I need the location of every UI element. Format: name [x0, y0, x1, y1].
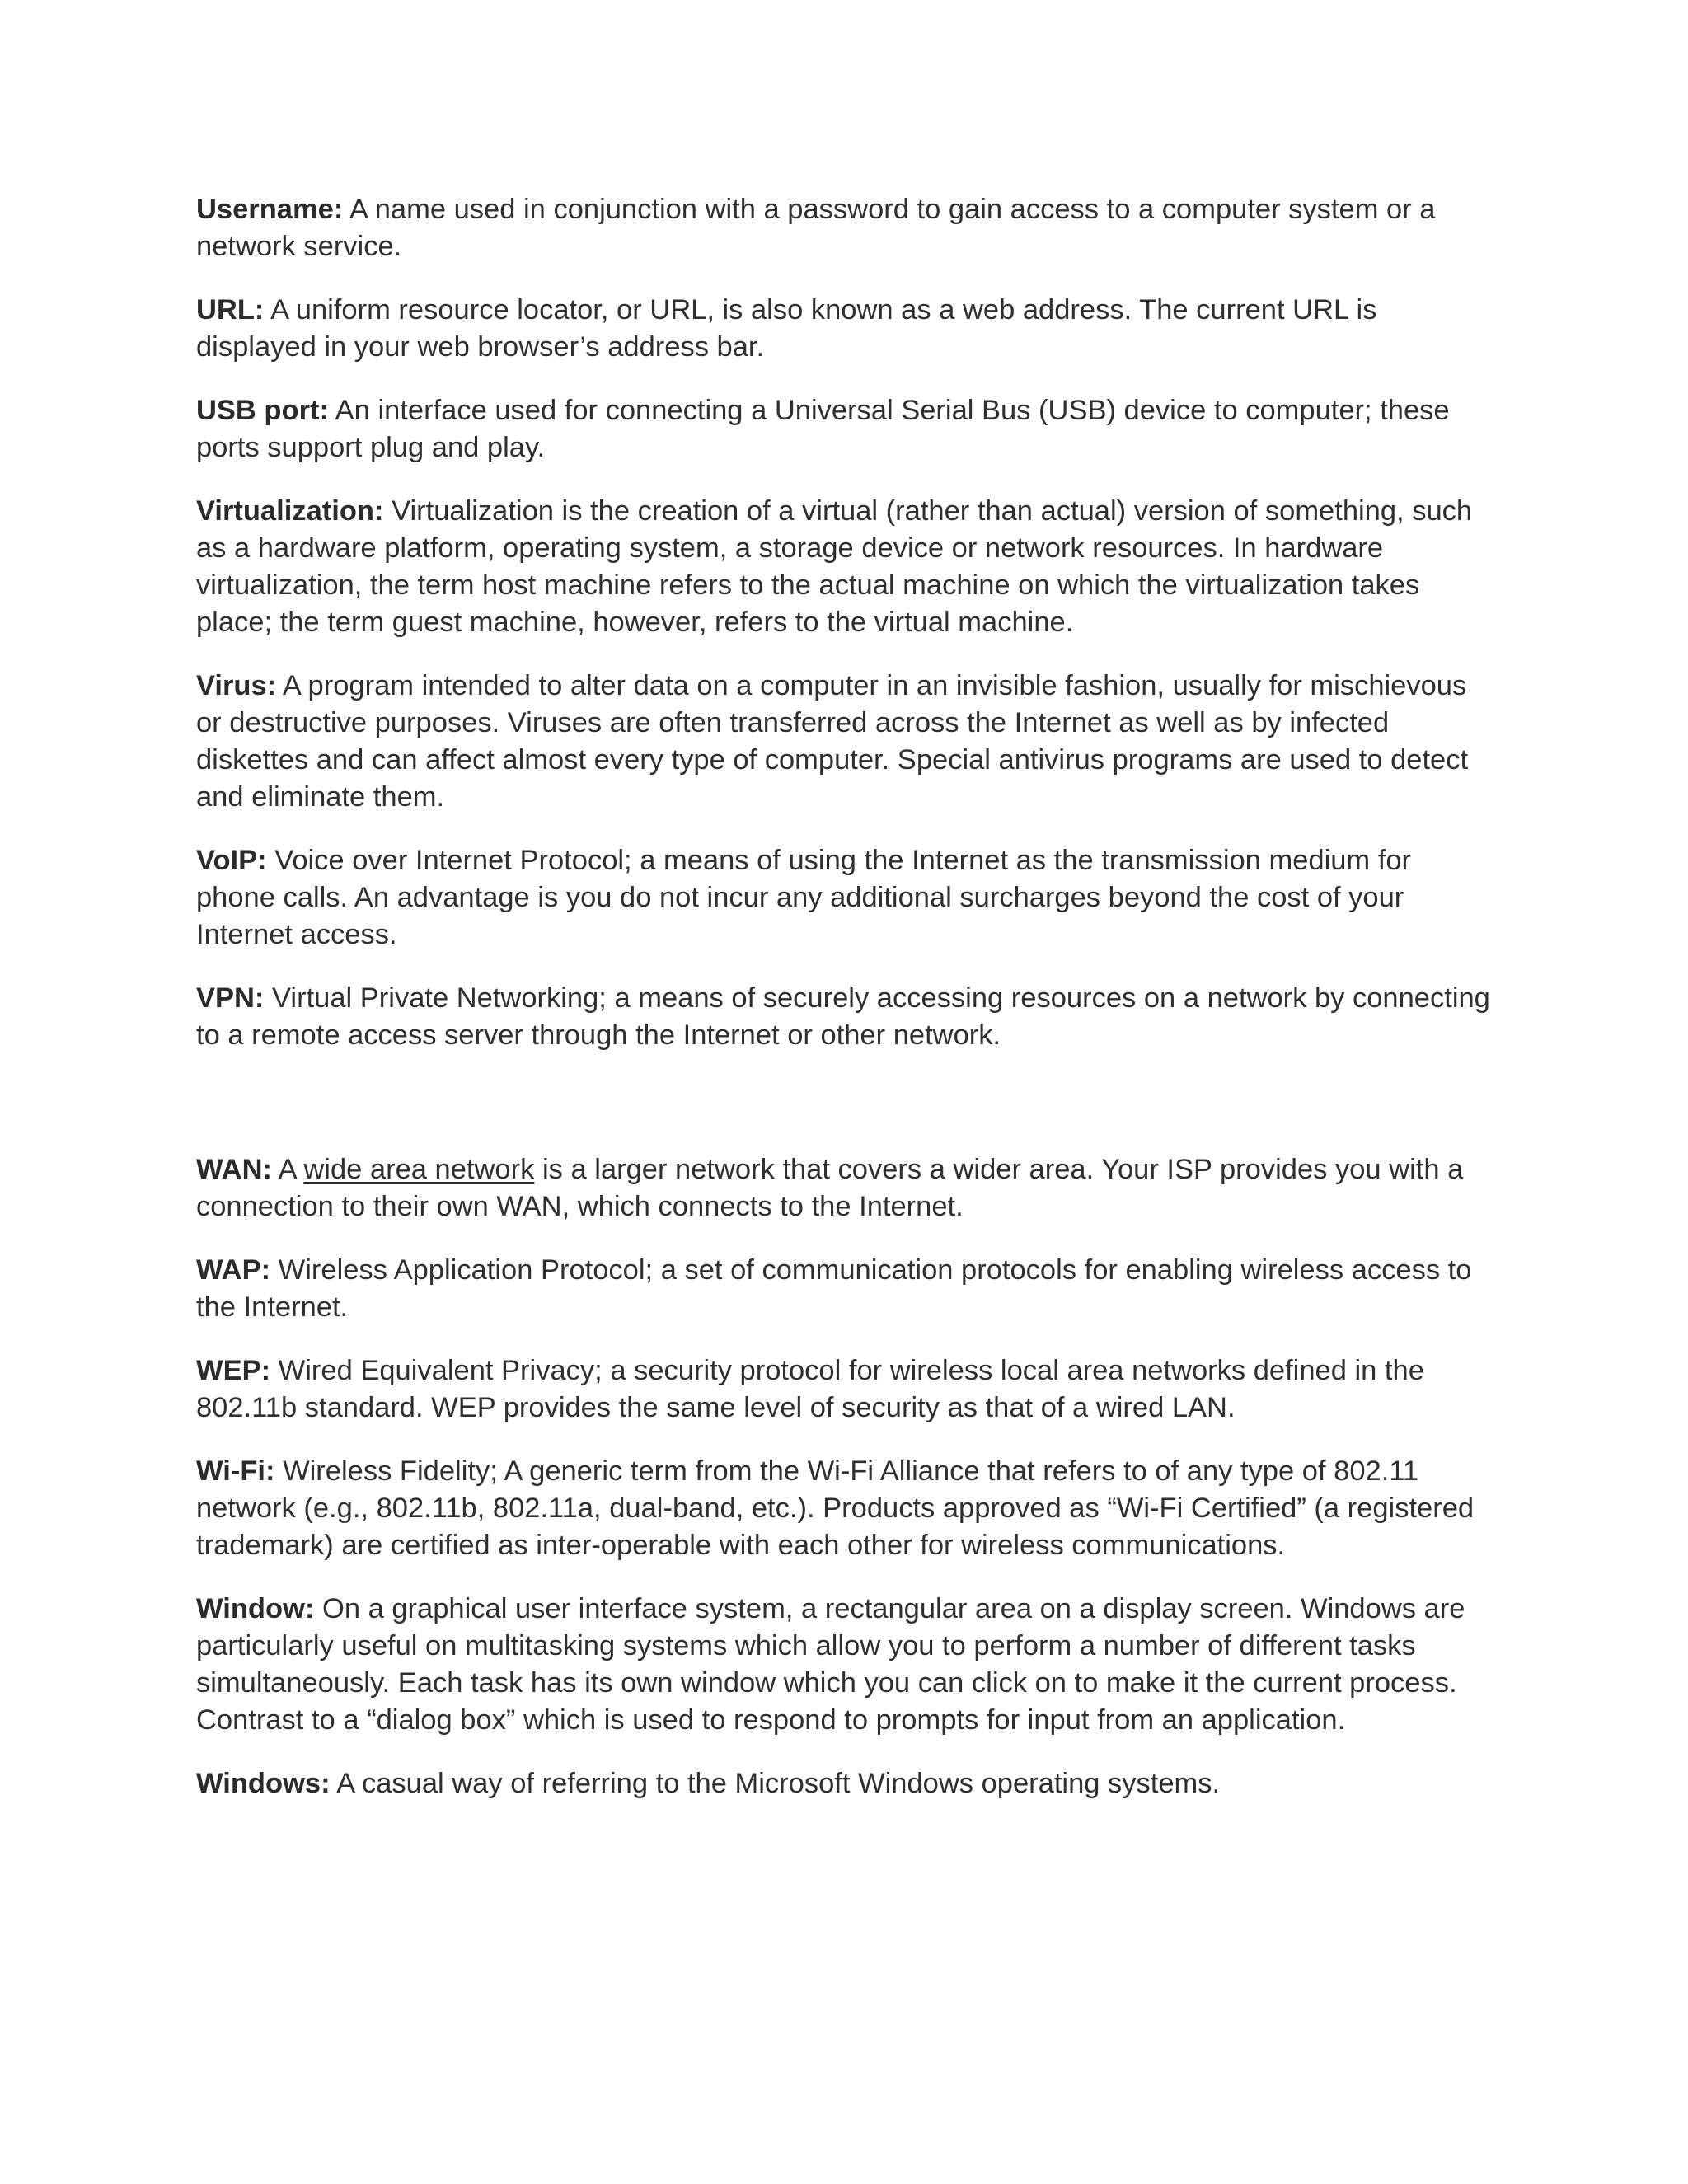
- glossary-term: Windows:: [196, 1768, 331, 1799]
- glossary-definition: Wired Equivalent Privacy; a security protocol for wireless local area networks defined in the 802.11b standard. WEP provides the same level of security as that of a wired LAN.: [196, 1355, 1424, 1423]
- glossary-entry-wep: [196, 1352, 1494, 1427]
- glossary-term: USB port:: [196, 395, 329, 426]
- glossary-definition: A program intended to alter data on a computer in an invisible fashion, usually for mischievous or destructive purposes. Viruses are often transferred across the Internet as well as by infected diskettes and can affect almost every type of computer. Special antivirus programs are used to detect and eliminate them.: [196, 670, 1469, 813]
- glossary-entry-wi-fi: [196, 1453, 1494, 1564]
- glossary-entry-windows: [196, 1765, 1494, 1802]
- glossary-entry-virus: [196, 668, 1494, 816]
- glossary-definition: A name used in conjunction with a password to gain access to a computer system or a network service.: [196, 194, 1436, 262]
- glossary-definition-prefix: A: [278, 1154, 296, 1185]
- glossary-entry-wap: [196, 1252, 1494, 1326]
- glossary-definition: Wireless Application Protocol; a set of communication protocols for enabling wireless access to the Internet.: [196, 1254, 1472, 1323]
- glossary-definition: Virtualization is the creation of a virtual (rather than actual) version of something, such as a hardware platform, operating system, a storage device or network resources. In hardware virtualization, the term host machine refers to the actual machine on which the virtualization takes place; the term guest machine, however, refers to the virtual machine.: [196, 495, 1473, 638]
- glossary-definition: On a graphical user interface system, a rectangular area on a display screen. Windows are particularly useful on multitasking systems which allow you to perform a number of different tasks simultaneously. Each task has its own window which you can click on to make it the current process. Contrast to a “dialog box” which is used to respond to prompts for input from an application.: [196, 1593, 1465, 1736]
- glossary-entry-usb-port: [196, 392, 1494, 466]
- glossary-entry-virtualization: [196, 493, 1494, 641]
- glossary-entry-wan: [196, 1151, 1494, 1226]
- wide-area-network-link[interactable]: wide area network: [303, 1154, 535, 1185]
- glossary-term: Window:: [196, 1593, 315, 1624]
- glossary-term: VPN:: [196, 982, 265, 1014]
- glossary-definition: Wireless Fidelity; A generic term from the Wi-Fi Alliance that refers to of any type of 802.11 network (e.g., 802.11b, 802.11a, dual-band, etc.). Products approved as “Wi-Fi Certified” (a registered trademark) are certified as inter-operable with each other for wireless communications.: [196, 1455, 1475, 1561]
- glossary-entry-vpn: [196, 980, 1494, 1054]
- glossary-definition: is a larger network that covers a wider area. Your ISP provides you with a connection to their own WAN, which connects to the Internet.: [196, 1154, 1464, 1222]
- glossary-term: WAN:: [196, 1154, 272, 1185]
- glossary-term: URL:: [196, 294, 265, 326]
- glossary-definition: A uniform resource locator, or URL, is also known as a web address. The current URL is displayed in your web browser’s address bar.: [196, 294, 1377, 363]
- glossary-entry-voip: [196, 842, 1494, 954]
- glossary-definition: An interface used for connecting a Universal Serial Bus (USB) device to computer; these ports support plug and play.: [196, 395, 1450, 463]
- glossary-term: Virus:: [196, 670, 277, 701]
- glossary-definition: A casual way of referring to the Microsoft Windows operating systems.: [336, 1768, 1221, 1799]
- glossary-entry-url: [196, 292, 1494, 366]
- glossary-term: WEP:: [196, 1355, 271, 1386]
- glossary-body: [196, 191, 1494, 1829]
- glossary-term: Username:: [196, 194, 344, 225]
- glossary-term: Wi-Fi:: [196, 1455, 275, 1487]
- glossary-term: VoIP:: [196, 845, 267, 876]
- glossary-definition: Virtual Private Networking; a means of securely accessing resources on a network by connecting to a remote access server through the Internet or other network.: [196, 982, 1490, 1051]
- glossary-entry-window: [196, 1591, 1494, 1739]
- glossary-term: WAP:: [196, 1254, 271, 1286]
- glossary-entry-username: [196, 191, 1494, 265]
- glossary-definition: Voice over Internet Protocol; a means of using the Internet as the transmission medium for phone calls. An advantage is you do not incur any additional surcharges beyond the cost of your Internet access.: [196, 845, 1412, 950]
- glossary-term: Virtualization:: [196, 495, 384, 527]
